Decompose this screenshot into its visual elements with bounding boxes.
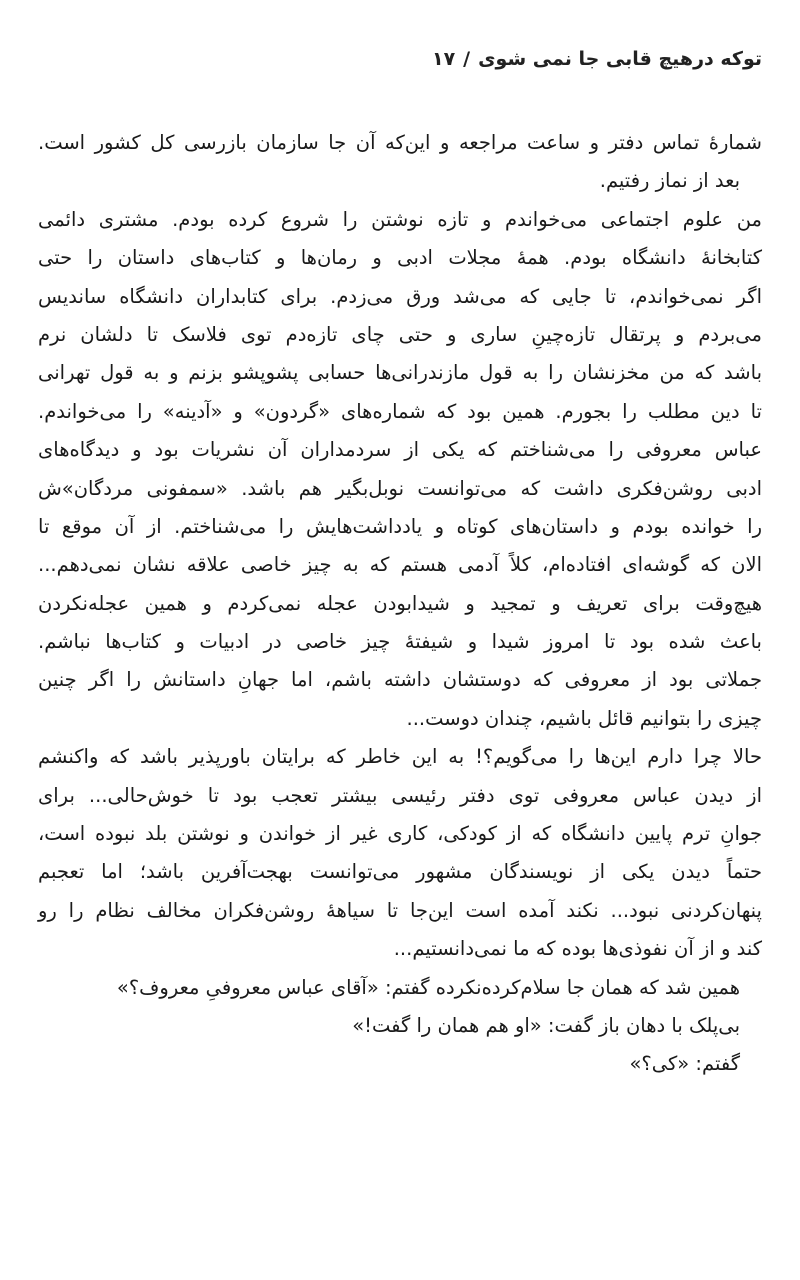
body-text [38, 124, 762, 1084]
text-line: می‌بردم و پرتقال تازه‌چینِ ساری و حتی چای تازه‌دم توی فلاسک تا دلشان نرم [38, 322, 762, 346]
text-line: همین شد که همان جا سلام‌کرده‌نکرده گفتم: «آقای عباس معروفیِ معروف؟» [116, 975, 740, 999]
book-title: توکه درهیچ قابی جا نمی شوی [478, 48, 762, 70]
text-line: باشد که من مخزنشان را به قول مازندرانی‌ها حسابی پشوپشو بزنم و به قول تهرانی [38, 361, 762, 385]
text-line: ادبی روشن‌فکری داشت که می‌توانست نوبل‌بگیر هم باشد. «سمفونی مردگان»ش [38, 476, 762, 500]
text-line: اگر نمی‌خواندم، تا جایی که می‌شد ورق می‌زدم. برای کتابداران دانشگاه ساندیس [38, 284, 762, 308]
text-line: بی‌پلک با دهان باز گفت: «او هم همان را گفت!» [352, 1013, 740, 1037]
text-line: پنهان‌کردنی نبود... نکند آمده است این‌جا تا سیاههٔ روشن‌فکران مخالف نظام را رو [38, 898, 762, 922]
text-line: عباس معروفی را می‌شناختم که یکی از سردمداران آن نشریات بود و دیدگاه‌های [38, 438, 762, 462]
text-line: بعد از نماز رفتیم. [599, 169, 740, 193]
text-line: را خوانده بودم و داستان‌های کوتاه و یادداشت‌هایش را می‌شناختم. از آن موقع تا [38, 514, 762, 538]
text-line: کتابخانهٔ دانشگاه بودم. همهٔ مجلات ادبی و رمان‌ها و کتاب‌های داستان را حتی [38, 246, 762, 270]
text-line: باعث شده بود تا امروز شیدا و شیفتهٔ چیز خاصی در ادبیات و کتاب‌ها نباشم. [38, 630, 762, 654]
page-number: ۱۷ [431, 48, 456, 70]
text-line: هیچ‌وقت برای تعریف و تمجید و شیدابودن عجله نمی‌کردم و همین عجله‌نکردن [38, 591, 762, 615]
text-line: من علوم اجتماعی می‌خواندم و تازه نوشتن را شروع کرده بودم. مشتری دائمی [38, 207, 762, 231]
running-header [38, 48, 762, 70]
text-line: گفتم: «کی؟» [629, 1052, 740, 1076]
text-line: تا دین مطلب را بجورم. همین بود که شماره‌های «گردون» و «آدینه» را می‌خواندم. [38, 399, 762, 423]
text-line: جملاتی بود از معروفی که دوستشان داشته باشم، اما جهانِ داستانش را اگر چنین [38, 668, 762, 692]
header-separator: / [463, 48, 471, 70]
text-line: چیزی را بتوانیم قائل باشیم، چندان دوست... [406, 706, 762, 730]
text-line: کند و از آن نفوذی‌ها بوده که ما نمی‌دانستیم... [393, 937, 762, 961]
text-line: جوانِ ترم پایین دانشگاه که از کودکی، کاری غیر از خواندن و نوشتن بلد نبوده است، [38, 822, 762, 846]
text-line: حالا چرا دارم این‌ها را می‌گویم؟! به این خاطر که برایتان باورپذیر باشد که واکنشم [38, 745, 762, 769]
text-line: الان که گوشه‌ای افتاده‌ام، کلاً آدمی هستم که به چیز خاصی علاقه نشان نمی‌دهم... [38, 553, 762, 577]
text-line: حتماً دیدن یکی از نویسندگان مشهور می‌توانست بهجت‌آفرین باشد؛ اما تعجبم [38, 860, 762, 884]
text-line: از دیدن عباس معروفی توی دفتر رئیسی بیشتر تعجب بود تا خوش‌حالی... برای [38, 783, 762, 807]
text-line: شمارهٔ تماس دفتر و ساعت مراجعه و این‌که آن جا سازمان بازرسی کل کشور است. [38, 131, 762, 154]
